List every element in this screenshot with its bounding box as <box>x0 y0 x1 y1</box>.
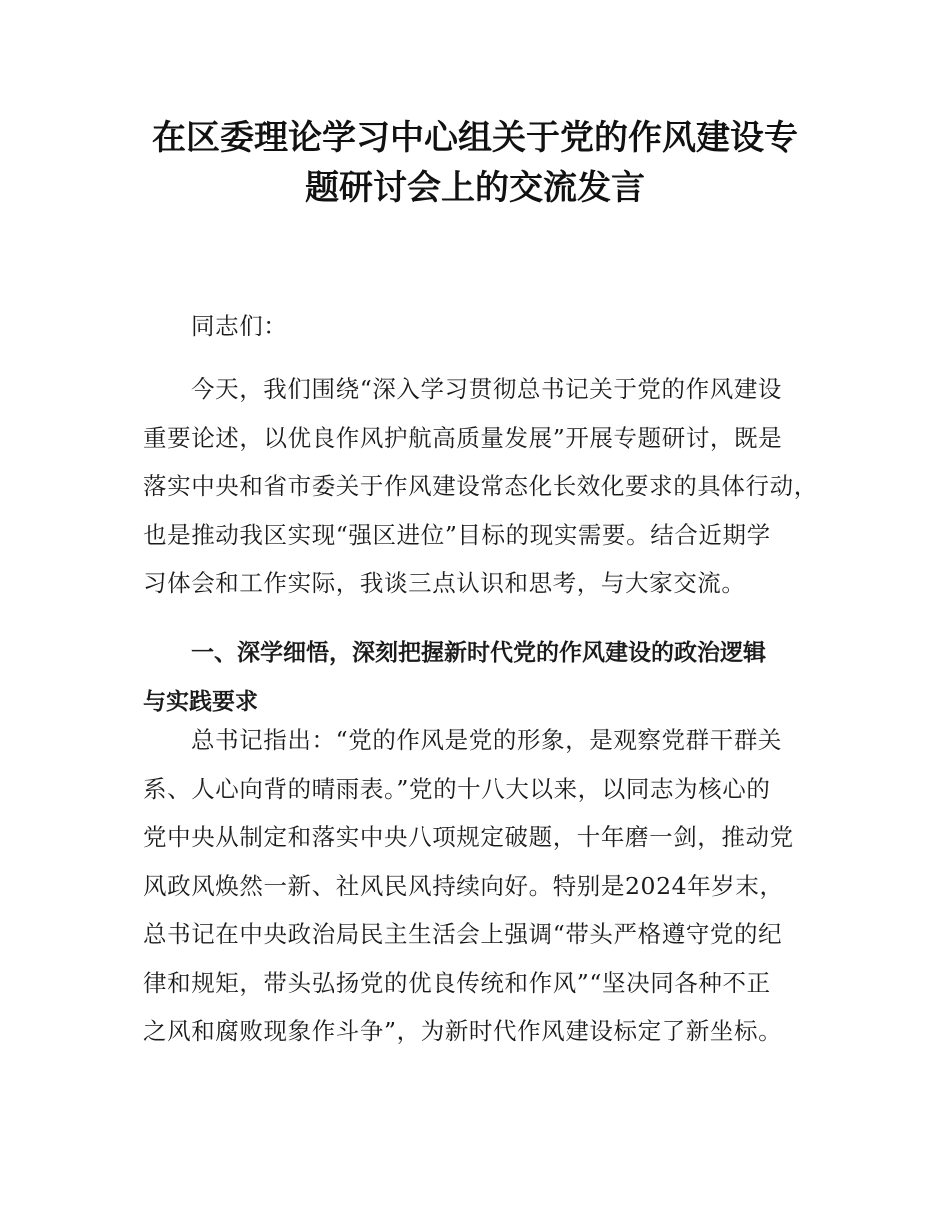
paragraph-line: 也是推动我区实现“强区进位”目标的现实需要。结合近期学 <box>143 520 771 549</box>
paragraph-line: 重要论述，以优良作风护航高质量发展”开展专题研讨，既是 <box>143 423 783 452</box>
paragraph-line: 律和规矩，带头弘扬党的优良传统和作风”“坚决同各种不正 <box>143 968 771 997</box>
paragraph-line: 习体会和工作实际，我谈三点认识和思考，与大家交流。 <box>143 569 746 597</box>
paragraph-section-1 <box>143 716 818 1056</box>
paragraph-line: 风政风焕然一新、社风民风持续向好。特别是2024年岁末， <box>143 871 784 900</box>
paragraph-line: 总书记指出：“党的作风是党的形象，是观察党群干群关 <box>191 726 783 754</box>
paragraph-line: 今天，我们围绕“深入学习贯彻总书记关于党的作风建设 <box>191 375 783 403</box>
heading-line: 与实践要求 <box>143 688 258 715</box>
greeting-text: 同志们： <box>191 312 288 340</box>
paragraph-intro <box>143 365 818 608</box>
heading-line: 一、深学细悟，深刻把握新时代党的作风建设的政治逻辑 <box>191 640 766 666</box>
greeting <box>143 302 818 351</box>
paragraph-line: 总书记在中央政治局民主生活会上强调“带头严格遵守党的纪 <box>143 920 783 948</box>
paragraph-line: 之风和腐败现象作斗争”，为新时代作风建设标定了新坐标。 <box>143 1017 783 1045</box>
paragraph-line: 党中央从制定和落实中央八项规定破题，十年磨一剑，推动党 <box>143 823 794 851</box>
paragraph-line: 系、人心向背的晴雨表。”党的十八大以来，以同志为核心的 <box>143 774 771 803</box>
document-title <box>0 113 950 213</box>
paragraph-line: 落实中央和省市委关于作风建设常态化长效化要求的具体行动， <box>143 472 818 500</box>
section-heading-1 <box>143 629 818 726</box>
title-line: 在区委理论学习中心组关于党的作风建设专 <box>152 118 798 158</box>
title-line: 题研讨会上的交流发言 <box>305 168 645 208</box>
